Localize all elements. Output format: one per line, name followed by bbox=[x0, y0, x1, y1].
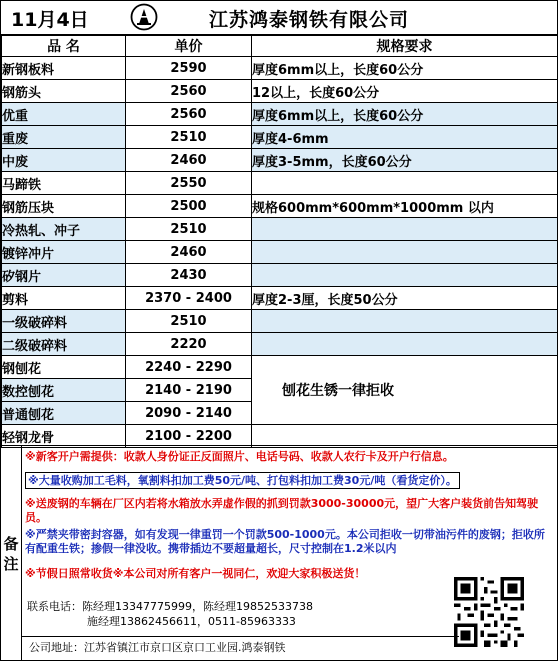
item-name: 普通刨花 bbox=[2, 402, 126, 425]
table-row-cold-hot-rolled bbox=[2, 218, 558, 241]
company-address: 公司地址：江苏省镇江市京口区京口工业园.鸿泰钢铁 bbox=[21, 636, 459, 662]
note-sealed-container: ※严禁夹带密封容器，如有发现一律重罚一个罚款500-1000元。本公司拒收一切带油污件的废钢；拒收所有配重生铁；掺假一律没收。携带插边不要超量超长，尺寸控制在1.2米以内 bbox=[25, 528, 545, 555]
item-price: 2510 bbox=[126, 310, 252, 333]
price-table bbox=[1, 35, 558, 448]
item-price: 2220 bbox=[126, 333, 252, 356]
item-price: 2510 bbox=[126, 218, 252, 241]
note-processing-fee: ※大量收购加工毛料，氧割料扣加工费50元/吨、打包料扣加工费30元/吨（看货定价）。 bbox=[25, 474, 545, 488]
item-price: 2430 bbox=[126, 264, 252, 287]
qr-code-icon bbox=[454, 577, 524, 647]
item-spec: 规格600mm*600mm*1000mm 以内 bbox=[252, 195, 558, 218]
note-new-customer: ※新客开户需提供：收款人身份证正反面照片、电话号码、收款人农行卡及开户行信息。 bbox=[25, 450, 454, 463]
item-price: 2550 bbox=[126, 172, 252, 195]
item-name: 钢筋头 bbox=[2, 80, 126, 103]
item-spec bbox=[252, 241, 558, 264]
item-price: 2460 bbox=[126, 149, 252, 172]
column-header-price: 单价 bbox=[126, 36, 252, 57]
table-row-shear-scrap bbox=[2, 287, 558, 310]
item-price: 2510 bbox=[126, 126, 252, 149]
table-row-medium-scrap bbox=[2, 149, 558, 172]
contact-line-1: 联系电话：陈经理13347775999，陈经理19852533738 bbox=[27, 600, 313, 613]
table-row-heavy-scrap bbox=[2, 126, 558, 149]
item-spec: 厚度2-3厘，长度50公分 bbox=[252, 287, 558, 310]
table-row-horseshoe-iron bbox=[2, 172, 558, 195]
item-spec: 厚度4-6mm bbox=[252, 126, 558, 149]
item-price: 2560 bbox=[126, 80, 252, 103]
note-water-penalty: ※送废钢的车辆在厂区内若将水箱放水弄虚作假的抓到罚款3000-30000元，望广大客户装货前告知驾驶员。 bbox=[25, 497, 539, 524]
item-price: 2240 - 2290 bbox=[126, 356, 252, 379]
item-name: 轻钢龙骨 bbox=[2, 425, 126, 448]
item-name: 新钢板料 bbox=[2, 57, 126, 80]
item-price: 2100 - 2200 bbox=[126, 425, 252, 448]
item-spec: 刨花生锈一律拒收 bbox=[252, 356, 558, 425]
item-name: 一级破碎料 bbox=[2, 310, 126, 333]
item-name: 重废 bbox=[2, 126, 126, 149]
item-spec bbox=[252, 218, 558, 241]
company-name: 江苏鸿泰钢铁有限公司 bbox=[209, 9, 410, 31]
table-row-grade1-shred bbox=[2, 310, 558, 333]
item-name: 钢刨花 bbox=[2, 356, 126, 379]
table-row-rebar-end bbox=[2, 80, 558, 103]
table-header-row bbox=[2, 36, 558, 57]
table-row-grade2-shred bbox=[2, 333, 558, 356]
item-name: 矽钢片 bbox=[2, 264, 126, 287]
item-price: 2560 bbox=[126, 103, 252, 126]
item-name: 剪料 bbox=[2, 287, 126, 310]
table-row-silicon-steel bbox=[2, 264, 558, 287]
item-name: 优重 bbox=[2, 103, 126, 126]
column-header-name: 品 名 bbox=[2, 36, 126, 57]
date-label: 11月4日 bbox=[11, 9, 89, 31]
table-row-new-steel-plate bbox=[2, 57, 558, 80]
item-spec: 厚度3-5mm，长度60公分 bbox=[252, 149, 558, 172]
note-holiday: ※节假日照常收货※本公司对所有客户一视同仁，欢迎大家积极送货！ bbox=[25, 567, 366, 580]
item-spec bbox=[252, 310, 558, 333]
table-row-rebar-bale bbox=[2, 195, 558, 218]
item-price: 2590 bbox=[126, 57, 252, 80]
item-name: 镀锌冲片 bbox=[2, 241, 126, 264]
item-price: 2460 bbox=[126, 241, 252, 264]
item-name: 二级破碎料 bbox=[2, 333, 126, 356]
item-name: 中废 bbox=[2, 149, 126, 172]
notes-section bbox=[1, 445, 557, 661]
item-spec: 厚度6mm以上，长度60公分 bbox=[252, 103, 558, 126]
item-price: 2140 - 2190 bbox=[126, 379, 252, 402]
column-header-spec: 规格要求 bbox=[252, 36, 558, 57]
table-row-galvanized-punch bbox=[2, 241, 558, 264]
item-spec bbox=[252, 333, 558, 356]
item-name: 数控刨花 bbox=[2, 379, 126, 402]
table-row-steel-shavings bbox=[2, 356, 558, 379]
item-spec: 厚度6mm以上，长度60公分 bbox=[252, 57, 558, 80]
contact-line-2: 施经理13862456611，0511-85963333 bbox=[87, 615, 296, 628]
item-price: 2500 bbox=[126, 195, 252, 218]
item-name: 钢筋压块 bbox=[2, 195, 126, 218]
item-price: 2090 - 2140 bbox=[126, 402, 252, 425]
company-logo-icon bbox=[130, 3, 158, 31]
item-name: 冷热轧、冲子 bbox=[2, 218, 126, 241]
item-name: 马蹄铁 bbox=[2, 172, 126, 195]
notes-label: 备 注 bbox=[1, 446, 22, 661]
sheet-header bbox=[1, 1, 557, 35]
item-spec bbox=[252, 172, 558, 195]
table-row-premium-heavy bbox=[2, 103, 558, 126]
item-spec bbox=[252, 264, 558, 287]
item-spec: 12以上，长度60公分 bbox=[252, 80, 558, 103]
item-price: 2370 - 2400 bbox=[126, 287, 252, 310]
